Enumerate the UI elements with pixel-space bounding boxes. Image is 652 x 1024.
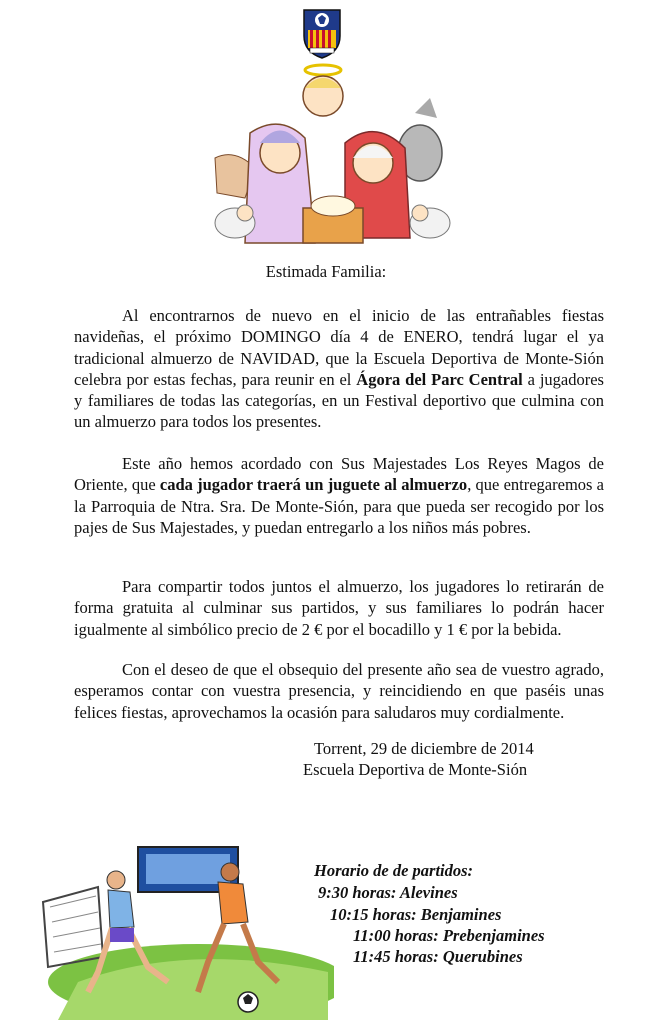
paragraph-toy-donation: Este año hemos acordado con Sus Majestades Los Reyes Magos de Oriente, que cada jugador traerá un juguete al almuerzo, que entregaremos a la Parroquia de Ntra. Sra. De Monte-Sión, para que pueda ser recogido por los pajes de Sus Majestades, y puedan entregarlo a los niños más pobres. — [74, 454, 604, 537]
schedule-item: 9:30 horas: Alevines — [318, 883, 458, 902]
schedule-item: 11:00 horas: Prebenjamines — [353, 926, 545, 945]
schedule-item: 11:45 horas: Querubines — [353, 947, 523, 966]
schedule-title: Horario de de partidos: — [314, 861, 474, 880]
signature-place-date: Torrent, 29 de diciembre de 2014 — [314, 739, 534, 758]
paragraph-closing: Con el deseo de que el obsequio del presente año sea de vuestro agrado, esperamos contar con vuestra presencia, y reincidiendo en que paséis unas felices fiestas, aprovechamos la ocasión para saludaros muy cordialmente. — [74, 660, 604, 722]
paragraph-invitation: Al encontrarnos de nuevo en el inicio de las entrañables fiestas navideñas, el próximo DOMINGO día 4 de ENERO, tendrá lugar el ya tradicional almuerzo de NAVIDAD, que la Escuela Deportiva de Monte-Sión celebra por estas fechas, para reunir en el Ágora del Parc Central a jugadores y familiares de todas las categorías, en un Festival deportivo que culmina con un almuerzo para todos los presentes. — [74, 306, 604, 432]
paragraph-lunch-prices: Para compartir todos juntos el almuerzo, los jugadores lo retirarán de forma gratuita al culminar sus partidos, y sus familiares lo podrán hacer igualmente al simbólico precio de 2 € por el bocadillo y 1 € por la bebida. — [74, 577, 604, 639]
venue-name: Ágora del Parc Central — [356, 369, 523, 389]
nativity-scene-illustration — [205, 58, 460, 258]
schedule-item: 10:15 horas: Benjamines — [330, 905, 502, 924]
club-crest-logo — [300, 6, 344, 60]
signature-organization: Escuela Deportiva de Monte-Sión — [303, 760, 528, 779]
soccer-players-illustration — [38, 832, 334, 1020]
greeting: Estimada Familia: — [265, 262, 387, 281]
toy-instruction: cada jugador traerá un juguete al almuerzo — [159, 475, 468, 495]
